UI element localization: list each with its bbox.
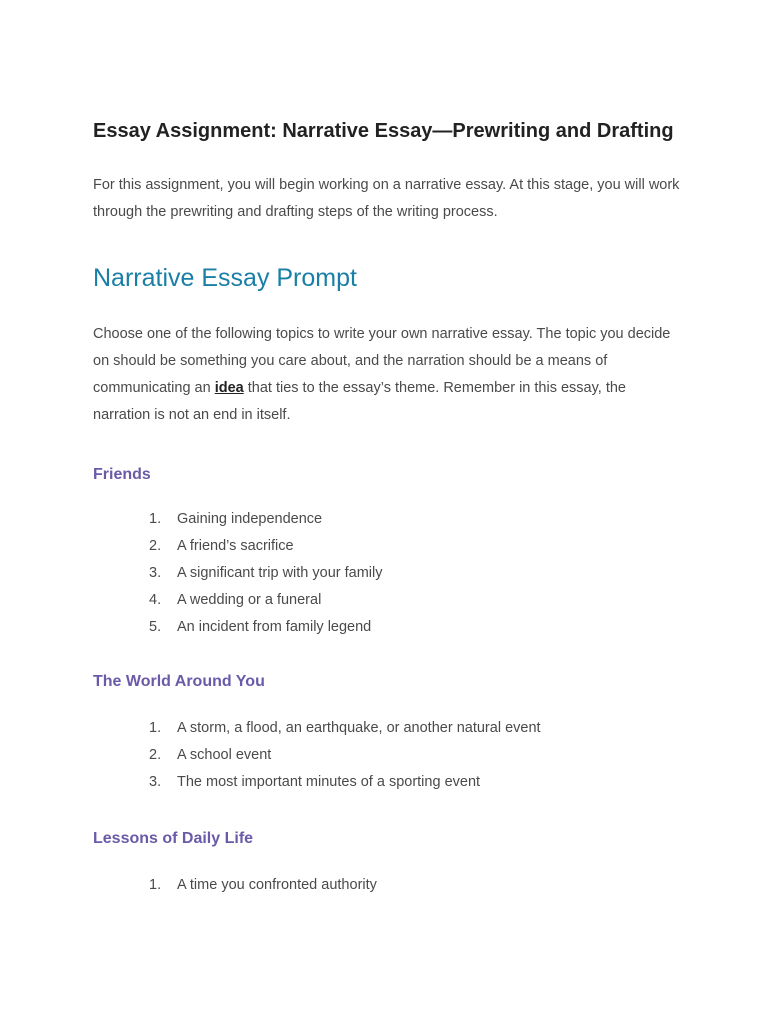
list-item [93,587,683,614]
topic-heading-friends: Friends [93,466,151,483]
prompt-paragraph [93,321,683,429]
list-number: 1. [149,720,162,736]
list-item [93,560,683,587]
list-item-text: The most important minutes of a sporting event [177,774,481,790]
prompt-text-before: Choose one of the following topics to write your own narrative essay. The topic you decide on should be something you care about, and the narration should be a means of communicating an [93,326,671,396]
list-item-text: Gaining independence [177,511,323,527]
list-item-text: A wedding or a funeral [177,592,322,608]
list-item [93,769,683,796]
topic-list-world [93,715,683,796]
document-title: Essay Assignment: Narrative Essay—Prewriting and Drafting [93,120,674,142]
topic-list-friends [93,506,683,641]
list-item [93,614,683,641]
list-item [93,872,683,899]
intro-paragraph: For this assignment, you will begin working on a narrative essay. At this stage, you will work through the prewriting and drafting steps of the writing process. [93,177,680,220]
topic-heading-daily-life: Lessons of Daily Life [93,830,254,847]
list-item-text: A school event [177,747,272,763]
list-item [93,742,683,769]
list-number: 3. [149,774,162,790]
list-item-text: A time you confronted authority [177,877,377,893]
topic-list-daily-life [93,872,683,899]
list-item-text: A significant trip with your family [177,565,383,581]
list-item-text: A storm, a flood, an earthquake, or another natural event [177,720,541,736]
prompt-heading: Narrative Essay Prompt [93,264,357,292]
list-item-text: A friend’s sacrifice [177,538,294,554]
list-number: 1. [149,511,162,527]
list-item [93,715,683,742]
topic-heading-world: The World Around You [93,673,265,690]
list-item [93,533,683,560]
list-number: 2. [149,538,162,554]
list-number: 5. [149,619,162,635]
list-number: 4. [149,592,162,608]
list-item [93,506,683,533]
list-number: 3. [149,565,162,581]
list-number: 2. [149,747,162,763]
list-number: 1. [149,877,162,893]
idea-link[interactable]: idea [214,380,244,396]
prompt-text-after: that ties to the essay’s theme. Remember in this essay, the narration is not an end in itself. [93,380,627,423]
list-item-text: An incident from family legend [177,619,372,635]
document-page [93,113,683,899]
